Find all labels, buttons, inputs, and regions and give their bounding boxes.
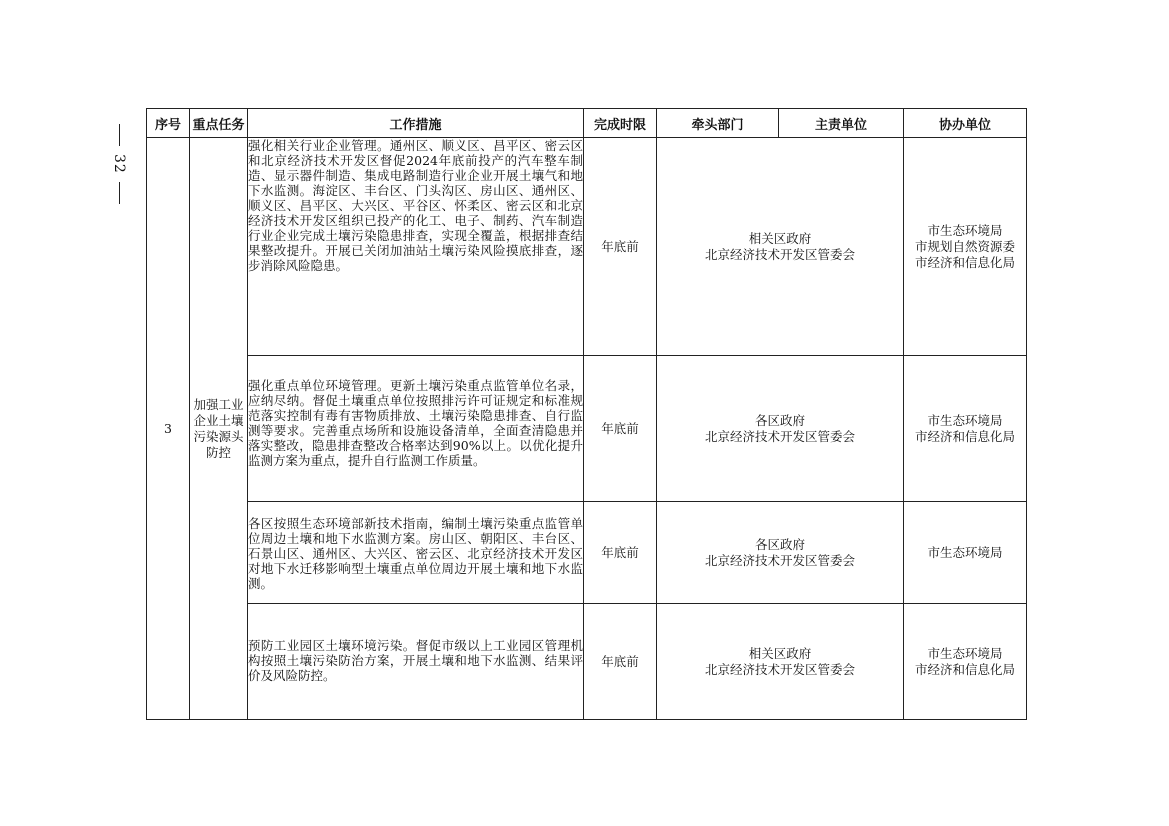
measure-cell: 强化相关行业企业管理。通州区、顺义区、昌平区、密云区和北京经济技术开发区督促2024年底前投产的汽车整车制造、显示器件制造、集成电路制造行业企业开展土壤气和地下水监测。海淀区、丰台区、门头沟区、房山区、通州区、顺义区、昌平区、大兴区、平谷区、怀柔区、密云区和北京经济技术开发区组织已投产的化工、电子、制药、汽车制造行业企业完成土壤污染隐患排查，实现全覆盖，根据排查结果整改提升。开展已关闭加油站土壤污染风险摸底排查，逐步消除风险隐患。 bbox=[248, 138, 584, 356]
deadline-cell: 年底前 bbox=[584, 502, 657, 604]
deadline-cell: 年底前 bbox=[584, 356, 657, 502]
header-task: 重点任务 bbox=[190, 109, 248, 138]
lead-dept-line: 北京经济技术开发区管委会 bbox=[704, 428, 855, 444]
header-lead-dept: 牵头部门 bbox=[657, 109, 779, 138]
lead-dept-line: 各区政府 bbox=[754, 536, 805, 552]
table-row bbox=[147, 502, 1027, 604]
assist-line: 市经济和信息化局 bbox=[914, 661, 1015, 677]
page-number-dash-bottom bbox=[119, 182, 120, 204]
measure-cell: 预防工业园区土壤环境污染。督促市级以上工业园区管理机构按照土壤污染防治方案，开展土壤和地下水监测、结果评价及风险防控。 bbox=[248, 604, 584, 720]
page-number bbox=[107, 124, 131, 220]
lead-dept-line: 北京经济技术开发区管委会 bbox=[704, 661, 855, 677]
assist-cell bbox=[904, 138, 1027, 356]
group-task-cell: 加强工业企业土壤污染源头防控 bbox=[190, 138, 248, 720]
assist-line: 市规划自然资源委 bbox=[914, 238, 1015, 254]
header-measures: 工作措施 bbox=[248, 109, 584, 138]
deadline-cell: 年底前 bbox=[584, 138, 657, 356]
table-row bbox=[147, 356, 1027, 502]
assist-line: 市生态环境局 bbox=[927, 645, 1003, 661]
measure-cell: 各区按照生态环境部新技术指南，编制土壤污染重点监管单位周边土壤和地下水监测方案。房山区、朝阳区、丰台区、石景山区、通州区、大兴区、密云区、北京经济技术开发区对地下水迁移影响型土壤重点单位周边开展土壤和地下水监测。 bbox=[248, 502, 584, 604]
lead-dept-cell bbox=[657, 356, 904, 502]
deadline-cell: 年底前 bbox=[584, 604, 657, 720]
assist-cell bbox=[904, 356, 1027, 502]
header-assist: 协办单位 bbox=[904, 109, 1027, 138]
lead-dept-cell bbox=[657, 138, 904, 356]
header-responsible: 主责单位 bbox=[779, 109, 904, 138]
lead-dept-cell bbox=[657, 502, 904, 604]
assist-cell bbox=[904, 604, 1027, 720]
table-header-row bbox=[147, 109, 1027, 138]
header-deadline: 完成时限 bbox=[584, 109, 657, 138]
lead-dept-line: 北京经济技术开发区管委会 bbox=[704, 246, 855, 262]
assist-line: 市生态环境局 bbox=[927, 412, 1003, 428]
assist-line: 市生态环境局 bbox=[927, 544, 1003, 560]
lead-dept-line: 北京经济技术开发区管委会 bbox=[704, 552, 855, 568]
work-plan-table bbox=[146, 108, 1027, 720]
assist-line: 市经济和信息化局 bbox=[914, 254, 1015, 270]
assist-line: 市经济和信息化局 bbox=[914, 428, 1015, 444]
measure-cell: 强化重点单位环境管理。更新土壤污染重点监管单位名录，应纳尽纳。督促土壤重点单位按照排污许可证规定和标准规范落实控制有毒有害物质排放、土壤污染隐患排查、自行监测等要求。完善重点场所和设施设备清单，全面查清隐患并落实整改，隐患排查整改合格率达到90%以上。以优化提升监测方案为重点，提升自行监测工作质量。 bbox=[248, 356, 584, 502]
page-number-text: 32 bbox=[111, 154, 127, 174]
lead-dept-line: 相关区政府 bbox=[748, 230, 812, 246]
assist-line: 市生态环境局 bbox=[927, 222, 1003, 238]
lead-dept-line: 相关区政府 bbox=[748, 645, 812, 661]
assist-cell bbox=[904, 502, 1027, 604]
header-seq: 序号 bbox=[147, 109, 190, 138]
lead-dept-cell bbox=[657, 604, 904, 720]
group-seq-cell: 3 bbox=[147, 138, 190, 720]
page-number-dash-top bbox=[119, 124, 120, 146]
lead-dept-line: 各区政府 bbox=[754, 412, 805, 428]
table-row bbox=[147, 604, 1027, 720]
table-row bbox=[147, 138, 1027, 356]
